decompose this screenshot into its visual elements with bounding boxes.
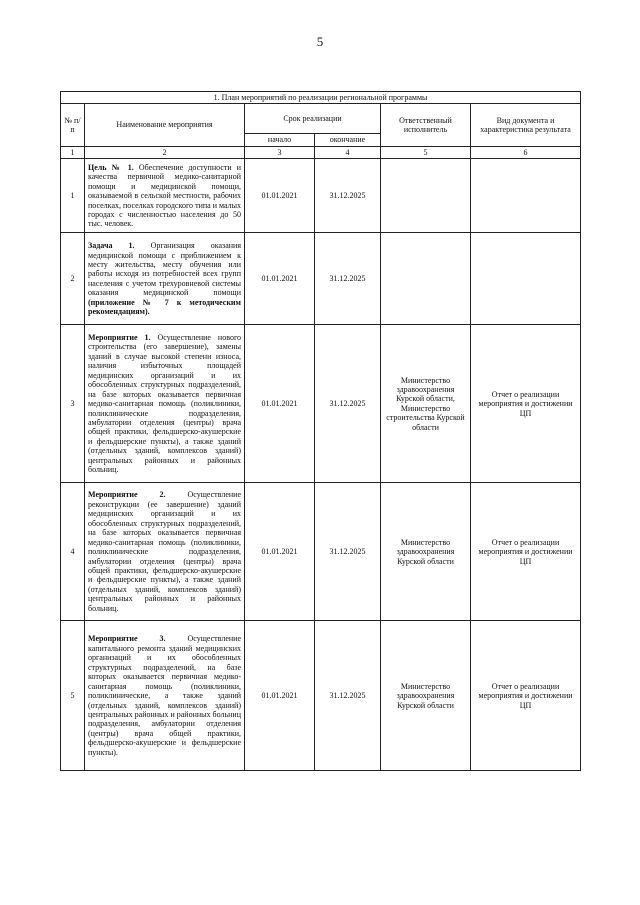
row-start: 01.01.2021: [245, 159, 315, 233]
row-num: 1: [61, 159, 85, 233]
column-number: 6: [471, 146, 581, 158]
row-start: 01.01.2021: [245, 621, 315, 771]
table-title: 1. План мероприятий по реализации региональной программы: [61, 92, 581, 104]
row-name: [85, 325, 245, 483]
row-start: 01.01.2021: [245, 483, 315, 621]
row-end: 31.12.2025: [315, 621, 381, 771]
header-end: окончание: [315, 134, 381, 146]
column-number: 4: [315, 146, 381, 158]
table-row: [61, 483, 581, 621]
row-name-text: Осуществление капитального ремонта зданий медицинских организаций и их обособленных структурных подразделений, на базе которых оказывается первичная медико-санитарная помощь (поликлиники, поликлинические, а также зданий (отдельных зданий, комплексов зданий) центральных районных и районных больниц подразделения, амбулатории отделения (центры) врача общей практики, фельдшерско-акушерские и фельдшерские пункты).: [88, 634, 242, 757]
header-start: начало: [245, 134, 315, 146]
row-name-lead: Цель № 1.: [88, 162, 134, 172]
row-name: [85, 483, 245, 621]
measures-plan-table: [60, 91, 581, 771]
row-end: 31.12.2025: [315, 233, 381, 325]
table-row: [61, 233, 581, 325]
row-num: 5: [61, 621, 85, 771]
header-period: Срок реализации: [245, 104, 381, 134]
row-start: 01.01.2021: [245, 233, 315, 325]
row-doc: Отчет о реализации мероприятия и достижении ЦП: [471, 483, 581, 621]
row-name: [85, 233, 245, 325]
row-start: 01.01.2021: [245, 325, 315, 483]
row-responsible: [381, 233, 471, 325]
header-doc: Вид документа и характеристика результата: [471, 104, 581, 146]
row-name-text: Организация оказания медицинской помощи с приближением к месту жительства, месту обучения или работы исходя из потребностей всех групп населения с учетом трехуровневой системы оказания медицинской помощи: [88, 241, 241, 298]
row-end: 31.12.2025: [315, 159, 381, 233]
page-number: 5: [316, 34, 324, 49]
row-name: [85, 621, 245, 771]
column-number: 1: [61, 146, 85, 158]
column-number: 5: [381, 146, 471, 158]
table-row: [61, 325, 581, 483]
row-end: 31.12.2025: [315, 325, 381, 483]
header-responsible: Ответственный исполнитель: [381, 104, 471, 146]
table-row: [61, 621, 581, 771]
row-doc: Отчет о реализации мероприятия и достижении ЦП: [471, 621, 581, 771]
row-name-lead: Мероприятие 2.: [88, 490, 166, 500]
column-number: 2: [85, 146, 245, 158]
row-num: 3: [61, 325, 85, 483]
row-doc: [471, 159, 581, 233]
row-name-text: Осуществление нового строительства (его завершение), замены зданий в случае высокой степени износа, наличия избыточных площадей медицинских организаций и их обособленных структурных подразделений, на базе которых оказывается первичная медико-санитарная помощь (поликлиники, поликлинические подразделения, амбулатории отделения (центры) врача общей практики, фельдшерско-акушерские и фельдшерские пункты), а также зданий (отдельных зданий, комплексов зданий) центральных районных и районных больниц.: [88, 333, 242, 475]
row-name-lead: Мероприятие 1.: [88, 333, 151, 343]
row-name-tail: (приложение № 7 к методическим рекомендациям).: [88, 297, 241, 317]
row-num: 2: [61, 233, 85, 325]
table-row: [61, 159, 581, 233]
row-doc: [471, 233, 581, 325]
row-num: 4: [61, 483, 85, 621]
row-name: [85, 159, 245, 233]
column-numbers-row: [61, 146, 581, 158]
row-responsible: Министерство здравоохранения Курской области: [381, 483, 471, 621]
row-name-lead: Задача 1.: [88, 241, 135, 251]
row-name-text: Обеспечение доступности и качества первичной медико-санитарной помощи и медицинской помощи, оказываемой в сельской местности, рабочих поселках, поселках городского типа и малых городах с численностью населения до 50 тыс. человек.: [88, 162, 242, 229]
row-responsible: Министерство здравоохранения Курской области: [381, 621, 471, 771]
header-name: Наименование мероприятия: [85, 104, 245, 146]
row-name-text: Осуществление реконструкции (ее завершение) зданий медицинских организаций и их обособленных структурных подразделений, на базе которых оказывается первичная медико-санитарная помощь (поликлиники, поликлинические подразделения, амбулатории отделения (центры) врача общей практики, фельдшерско-акушерские и фельдшерские пункты), а также зданий (отдельных зданий, комплексов зданий) центральных районных и районных больниц.: [88, 490, 242, 613]
row-name-lead: Мероприятие 3.: [88, 634, 166, 644]
row-responsible: [381, 159, 471, 233]
row-end: 31.12.2025: [315, 483, 381, 621]
row-doc: Отчет о реализации мероприятия и достижении ЦП: [471, 325, 581, 483]
column-number: 3: [245, 146, 315, 158]
header-num: № п/п: [61, 104, 85, 146]
row-responsible: Министерство здравоохранения Курской области, Министерство строительства Курской области: [381, 325, 471, 483]
